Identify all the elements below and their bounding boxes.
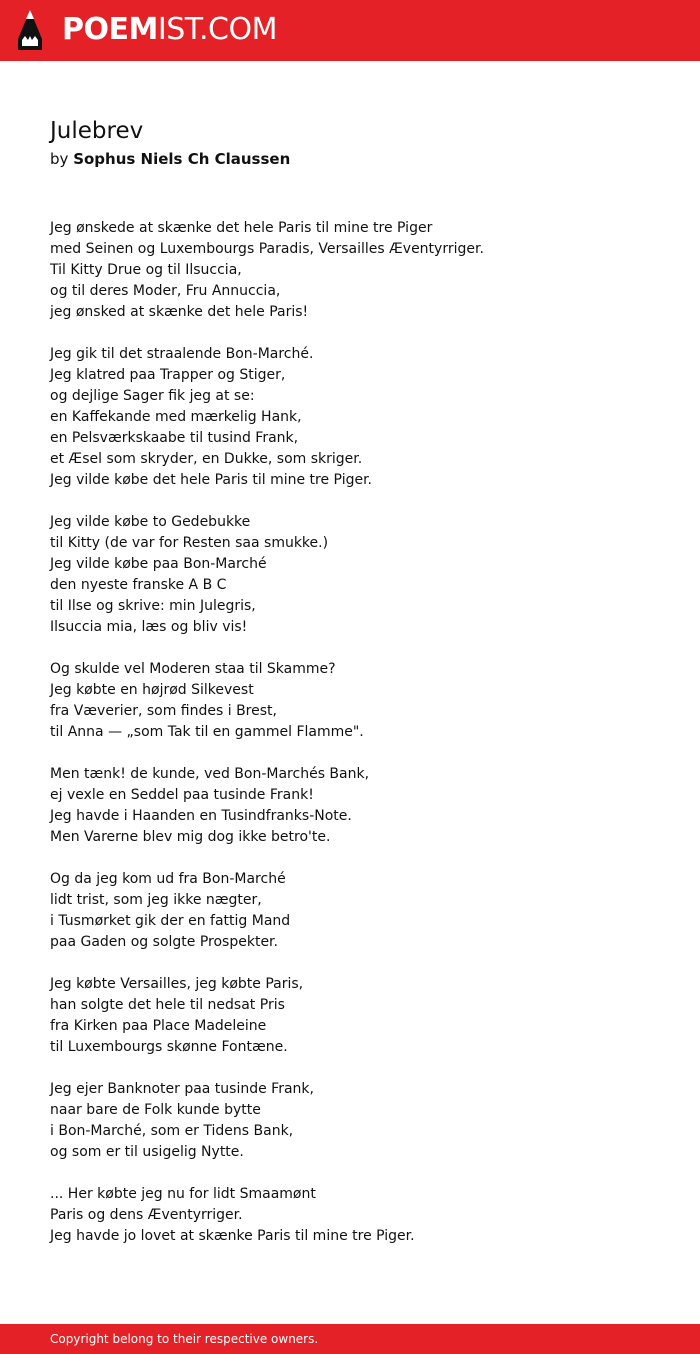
poem-line: Jeg havde jo lovet at skænke Paris til mine tre Piger. [50,1228,415,1244]
poem-line: Og skulde vel Moderen staa til Skamme? [50,661,336,677]
poem-line: Jeg købte Versailles, jeg købte Paris, [50,976,304,992]
poem-line: Jeg vilde købe paa Bon-Marché [50,556,267,572]
poem-line: ej vexle en Seddel paa tusinde Frank! [50,787,314,803]
author-name: Sophus Niels Ch Claussen [73,150,291,168]
poem-line: til Luxembourgs skønne Fontæne. [50,1039,288,1055]
poem-line: Jeg ejer Banknoter paa tusinde Frank, [50,1081,314,1097]
poem-stanza [50,659,670,743]
poem-line: en Kaffekande med mærkelig Hank, [50,409,302,425]
poem-line: han solgte det hele til nedsat Pris [50,997,285,1013]
poem-stanza [50,869,670,953]
poem-stanza [50,218,670,323]
poem-line: Jeg havde i Haanden en Tusindfranks-Note. [50,808,352,824]
poem-title: Julebrev [50,118,144,144]
poem-line: fra Kirken paa Place Madeleine [50,1018,267,1034]
poem-line: Jeg klatred paa Trapper og Stiger, [50,367,286,383]
poem-line: til Ilse og skrive: min Julegris, [50,598,256,614]
poem-line: til Anna — „som Tak til en gammel Flamme". [50,724,364,740]
poem-line: Til Kitty Drue og til Ilsuccia, [50,262,242,278]
poem-line: og til deres Moder, Fru Annuccia, [50,283,281,299]
poem-line: i Tusmørket gik der en fattig Mand [50,913,291,929]
poem-line: ... Her købte jeg nu for lidt Smaamønt [50,1186,316,1202]
poem-body [50,218,670,1268]
site-header [0,0,700,61]
poem-line: Jeg købte en højrød Silkevest [50,682,254,698]
poem-line: Jeg vilde købe to Gedebukke [50,514,251,530]
poem-line: Men Varerne blev mig dog ikke betro'te. [50,829,331,845]
pencil-icon[interactable] [17,9,43,51]
by-label: by [50,150,69,168]
site-logo[interactable] [62,12,277,48]
poem-line: Jeg gik til det straalende Bon-Marché. [50,346,314,362]
poem-line: i Bon-Marché, som er Tidens Bank, [50,1123,294,1139]
poem-stanza [50,344,670,491]
poem-stanza [50,974,670,1058]
poem-line: til Kitty (de var for Resten saa smukke.) [50,535,329,551]
poem-line: et Æsel som skryder, en Dukke, som skriger. [50,451,363,467]
poem-line: Jeg vilde købe det hele Paris til mine tre Piger. [50,472,373,488]
poem-line: med Seinen og Luxembourgs Paradis, Versailles Æventyrriger. [50,241,484,257]
poem-line: den nyeste franske A B C [50,577,227,593]
byline [50,148,290,170]
poem-line: og som er til usigelig Nytte. [50,1144,244,1160]
poem-stanza [50,512,670,638]
poem-line: Men tænk! de kunde, ved Bon-Marchés Bank, [50,766,370,782]
poem-line: en Pelsværkskaabe til tusind Frank, [50,430,299,446]
poem-stanza [50,1079,670,1163]
poem-stanza [50,764,670,848]
logo-light-text: IST.COM [157,12,277,47]
poem-line: naar bare de Folk kunde bytte [50,1102,261,1118]
poem-line: Ilsuccia mia, læs og bliv vis! [50,619,248,635]
poem-line: og dejlige Sager fik jeg at se: [50,388,255,404]
poem-line: lidt trist, som jeg ikke nægter, [50,892,262,908]
logo-bold-text: POEM [62,12,158,47]
site-footer [0,1324,700,1354]
poem-line: Paris og dens Æventyrriger. [50,1207,243,1223]
poem-line: paa Gaden og solgte Prospekter. [50,934,278,950]
poem-line: Jeg ønskede at skænke det hele Paris til mine tre Piger [50,220,433,236]
poem-stanza [50,1184,670,1247]
poem-line: fra Væverier, som findes i Brest, [50,703,277,719]
poem-line: Og da jeg kom ud fra Bon-Marché [50,871,286,887]
copyright-text: Copyright belong to their respective owners. [50,1332,319,1346]
poem-line: jeg ønsked at skænke det hele Paris! [50,304,309,320]
